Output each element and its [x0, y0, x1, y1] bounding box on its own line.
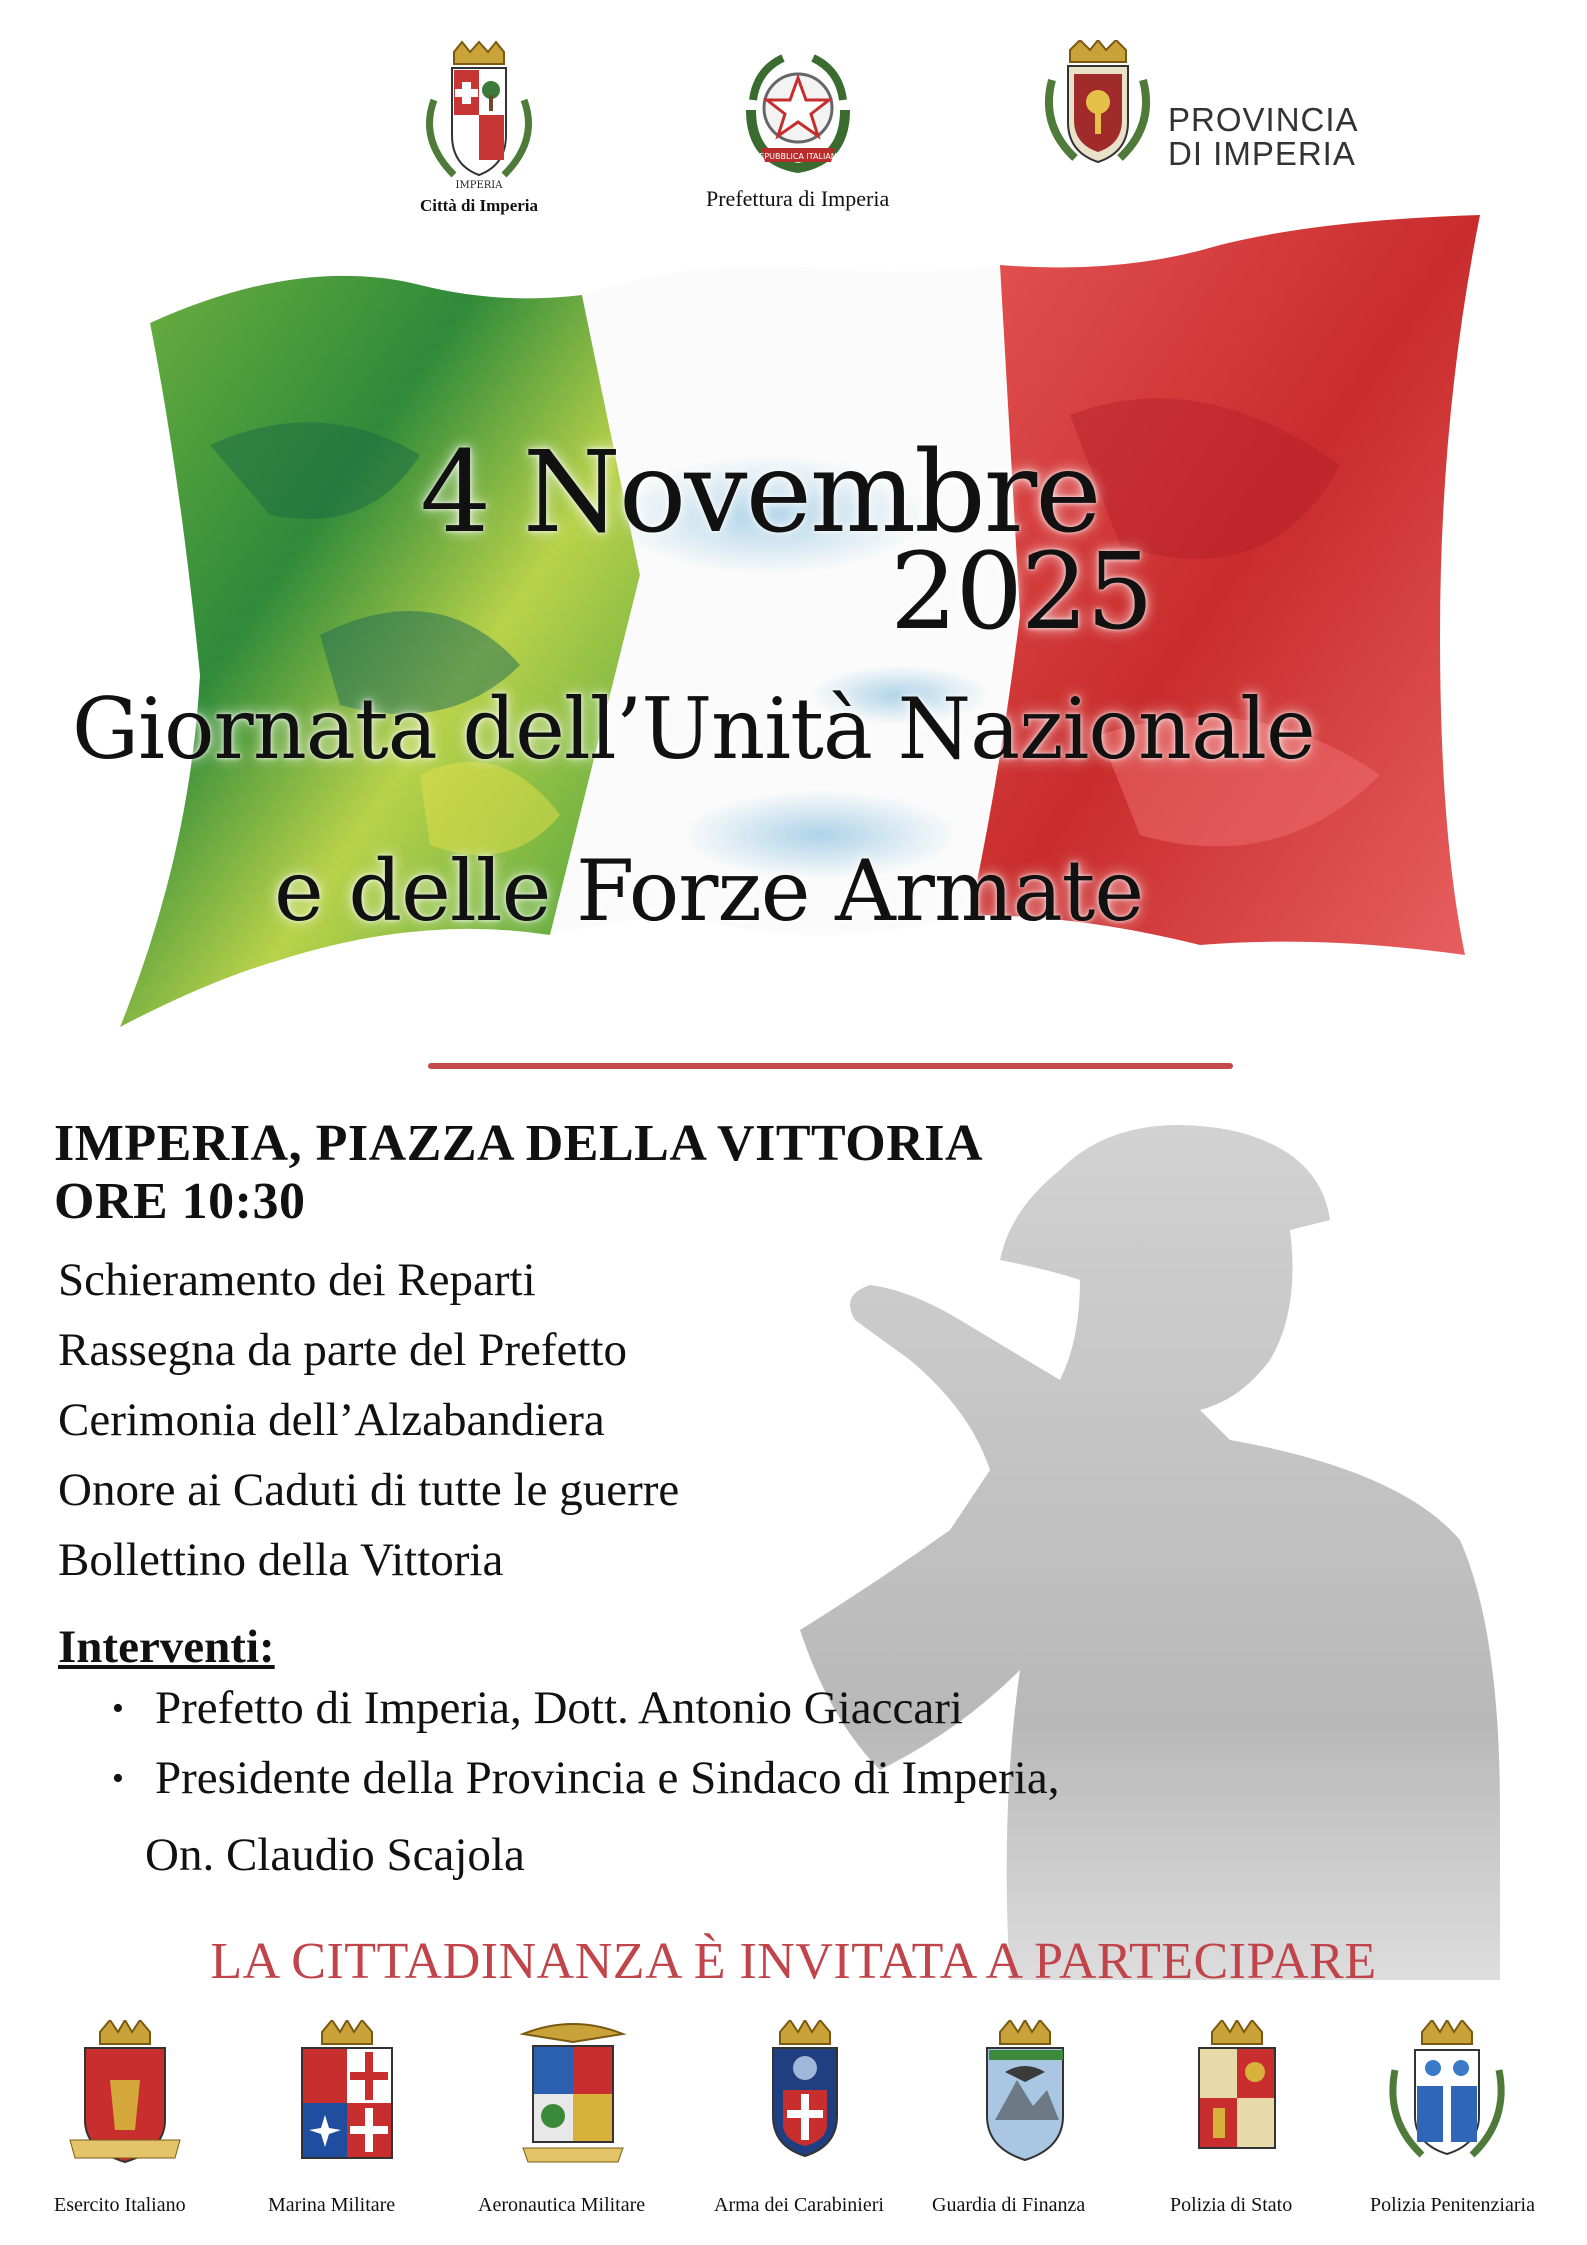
event-year: 2025	[890, 530, 1152, 653]
svg-text:REPUBBLICA ITALIANA: REPUBBLICA ITALIANA	[753, 152, 842, 161]
speaker-item: Prefetto di Imperia, Dott. Antonio Giaccari	[155, 1682, 963, 1734]
emblem-label: Arma dei Carabinieri	[714, 2194, 884, 2216]
navy-crest-icon	[277, 2020, 417, 2170]
provincia-line2: DI IMPERIA	[1168, 135, 1356, 172]
emblem-label: Esercito Italiano	[54, 2194, 186, 2216]
program-item: Onore ai Caduti di tutte le guerre	[58, 1464, 680, 1516]
province-coat-of-arms-icon	[1040, 40, 1155, 170]
emblem-label: Guardia di Finanza	[932, 2194, 1086, 2216]
emblem-esercito	[40, 2020, 210, 2170]
italian-republic-emblem-icon	[733, 40, 863, 180]
event-title-line2: e delle Forze Armate	[274, 842, 1144, 940]
speaker-item: Presidente della Provincia e Sindaco di Imperia,	[155, 1752, 1060, 1804]
speakers-heading: Interventi:	[58, 1621, 275, 1673]
emblem-marina	[262, 2020, 432, 2170]
emblem-aeronautica	[488, 2020, 658, 2170]
emblem-guardia-di-finanza	[940, 2020, 1110, 2170]
provincia-label	[1168, 103, 1359, 171]
venue-time: ORE 10:30	[54, 1173, 306, 1230]
city-coat-of-arms-icon	[414, 40, 544, 190]
program-item: Schieramento dei Reparti	[58, 1254, 536, 1306]
svg-text:IMPERIA: IMPERIA	[455, 180, 503, 190]
bullet-icon: •	[112, 1760, 124, 1797]
finance-guard-crest-icon	[955, 2020, 1095, 2170]
saluting-soldier-silhouette	[760, 1110, 1530, 1980]
air-force-crest-icon	[503, 2020, 643, 2170]
bullet-icon: •	[112, 1690, 124, 1727]
event-date: 4 Novembre	[420, 428, 1100, 558]
program-item: Rassegna da parte del Prefetto	[58, 1324, 628, 1376]
provincia-line1: PROVINCIA	[1168, 101, 1359, 138]
venue-place: IMPERIA, PIAZZA DELLA VITTORIA	[54, 1115, 984, 1172]
emblem-label: Marina Militare	[268, 2194, 396, 2216]
emblem-polizia-di-stato	[1152, 2020, 1322, 2170]
logo-provincia	[1040, 40, 1155, 170]
logo-caption-prefettura: Prefettura di Imperia	[706, 186, 890, 211]
logo-caption-citta: Città di Imperia	[419, 196, 539, 215]
carabinieri-crest-icon	[735, 2020, 875, 2170]
italian-flag-watercolor	[120, 215, 1500, 1085]
army-crest-icon	[55, 2020, 195, 2170]
invitation-banner: LA CITTADINANZA È INVITATA A PARTECIPARE	[210, 1933, 1377, 1990]
program-item: Cerimonia dell’Alzabandiera	[58, 1394, 605, 1446]
emblem-label: Polizia di Stato	[1170, 2194, 1293, 2216]
program-item: Bollettino della Vittoria	[58, 1534, 504, 1586]
title-divider	[428, 1063, 1233, 1069]
emblem-label: Polizia Penitenziaria	[1370, 2194, 1535, 2216]
logo-citta-di-imperia	[414, 40, 544, 216]
penitentiary-police-crest-icon	[1377, 2020, 1517, 2170]
emblem-polizia-penitenziaria	[1362, 2020, 1532, 2170]
emblem-carabinieri	[720, 2020, 890, 2170]
logo-prefettura	[706, 40, 889, 212]
state-police-crest-icon	[1167, 2020, 1307, 2170]
emblem-label: Aeronautica Militare	[478, 2194, 646, 2216]
event-title-line1: Giornata dell’Unità Nazionale	[72, 680, 1315, 778]
speaker-item-continuation: On. Claudio Scajola	[145, 1829, 525, 1881]
